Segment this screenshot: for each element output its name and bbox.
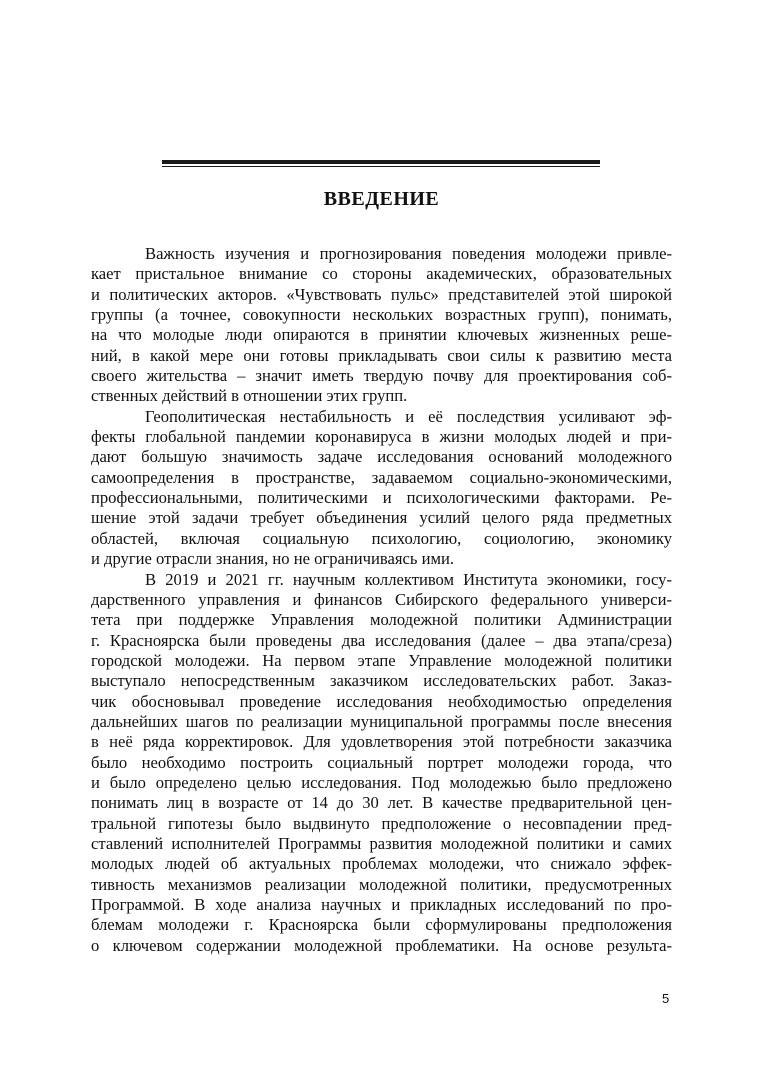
text-line: кает пристальное внимание со стороны академических, образовательных [91, 264, 672, 284]
text-line: группы (а точнее, совокупности нескольких возрастных групп), понимать, [91, 305, 672, 325]
text-line: блемам молодежи г. Красноярска были сформулированы предположения [91, 915, 672, 935]
text-line: своего жительства – значит иметь твердую почву для проектирования соб- [91, 366, 672, 386]
text-line: самоопределения в пространстве, задаваемом социально-экономическими, [91, 467, 672, 487]
chapter-title: ВВЕДЕНИЕ [323, 188, 440, 210]
text-line: городской молодежи. На первом этапе Управление молодежной политики [91, 650, 672, 670]
text-line: дают большую значимость задаче исследования оснований молодежного [91, 447, 672, 467]
header-rule-thin [162, 166, 600, 167]
text-line: Важность изучения и прогнозирования поведения молодежи привле- [145, 244, 672, 263]
text-line: выступало непосредственным заказчиком исследовательских работ. Заказ- [91, 671, 672, 691]
text-line: и политических акторов. «Чувствовать пульс» представителей этой широкой [91, 284, 672, 304]
page-number: 5 [662, 991, 670, 1006]
text-line: г. Красноярска были проведены два исследования (далее – два этапа/среза) [91, 630, 672, 650]
text-line: и было определено целью исследования. Под молодежью было предложено [91, 772, 672, 792]
body-text [91, 244, 672, 956]
text-line: в неё ряда корректировок. Для удовлетворения этой потребности заказчика [91, 732, 672, 752]
text-line: областей, включая социальную психологию, социологию, экономику [91, 528, 672, 548]
text-line: молодых людей об актуальных проблемах молодежи, что снижало эффек- [91, 854, 672, 874]
text-line: и другие отрасли знания, но не ограничиваясь ими. [91, 549, 454, 569]
paragraph-1 [91, 244, 672, 407]
text-line: профессиональными, политическими и психологическими факторами. Ре- [91, 488, 672, 508]
text-line: тета при поддержке Управления молодежной политики Администрации [91, 610, 672, 630]
text-line: тральной гипотезы было выдвинуто предположение о несовпадении пред- [91, 813, 672, 833]
text-line: шение этой задачи требует объединения усилий целого ряда предметных [91, 508, 672, 528]
paragraph-3 [91, 570, 672, 957]
text-line: дальнейших шагов по реализации муниципальной программы после внесения [91, 711, 672, 731]
text-line: фекты глобальной пандемии коронавируса в жизни молодых людей и при- [91, 427, 672, 447]
text-line: Программой. В ходе анализа научных и прикладных исследований по про- [91, 895, 672, 914]
header-rule-thick [162, 160, 600, 164]
text-line: ний, в какой мере они готовы прикладывать свои силы к развитию места [91, 345, 672, 365]
text-line: ставлений исполнителей Программы развития молодежной политики и самих [91, 833, 672, 853]
text-line: Геополитическая нестабильность и её последствия усиливают эф- [145, 406, 672, 426]
text-line: понимать лиц в возрасте от 14 до 30 лет. В качестве предварительной цен- [91, 793, 672, 813]
text-line: тивность механизмов реализации молодежной политики, предусмотренных [91, 874, 672, 894]
text-line: о ключевом содержании молодежной проблематики. На основе результа- [91, 935, 672, 955]
text-line: ственных действий в отношении этих групп. [91, 386, 408, 406]
text-line: чик обосновывал проведение исследования необходимостью определения [91, 691, 672, 711]
text-line: было необходимо построить социальный портрет молодежи города, что [91, 752, 672, 772]
text-line: В 2019 и 2021 гг. научным коллективом Института экономики, госу- [145, 569, 672, 589]
text-line: на что молодые люди опираются в принятии ключевых жизненных реше- [91, 325, 672, 345]
paragraph-2 [91, 407, 672, 570]
text-line: дарственного управления и финансов Сибирского федерального универси- [91, 589, 672, 609]
